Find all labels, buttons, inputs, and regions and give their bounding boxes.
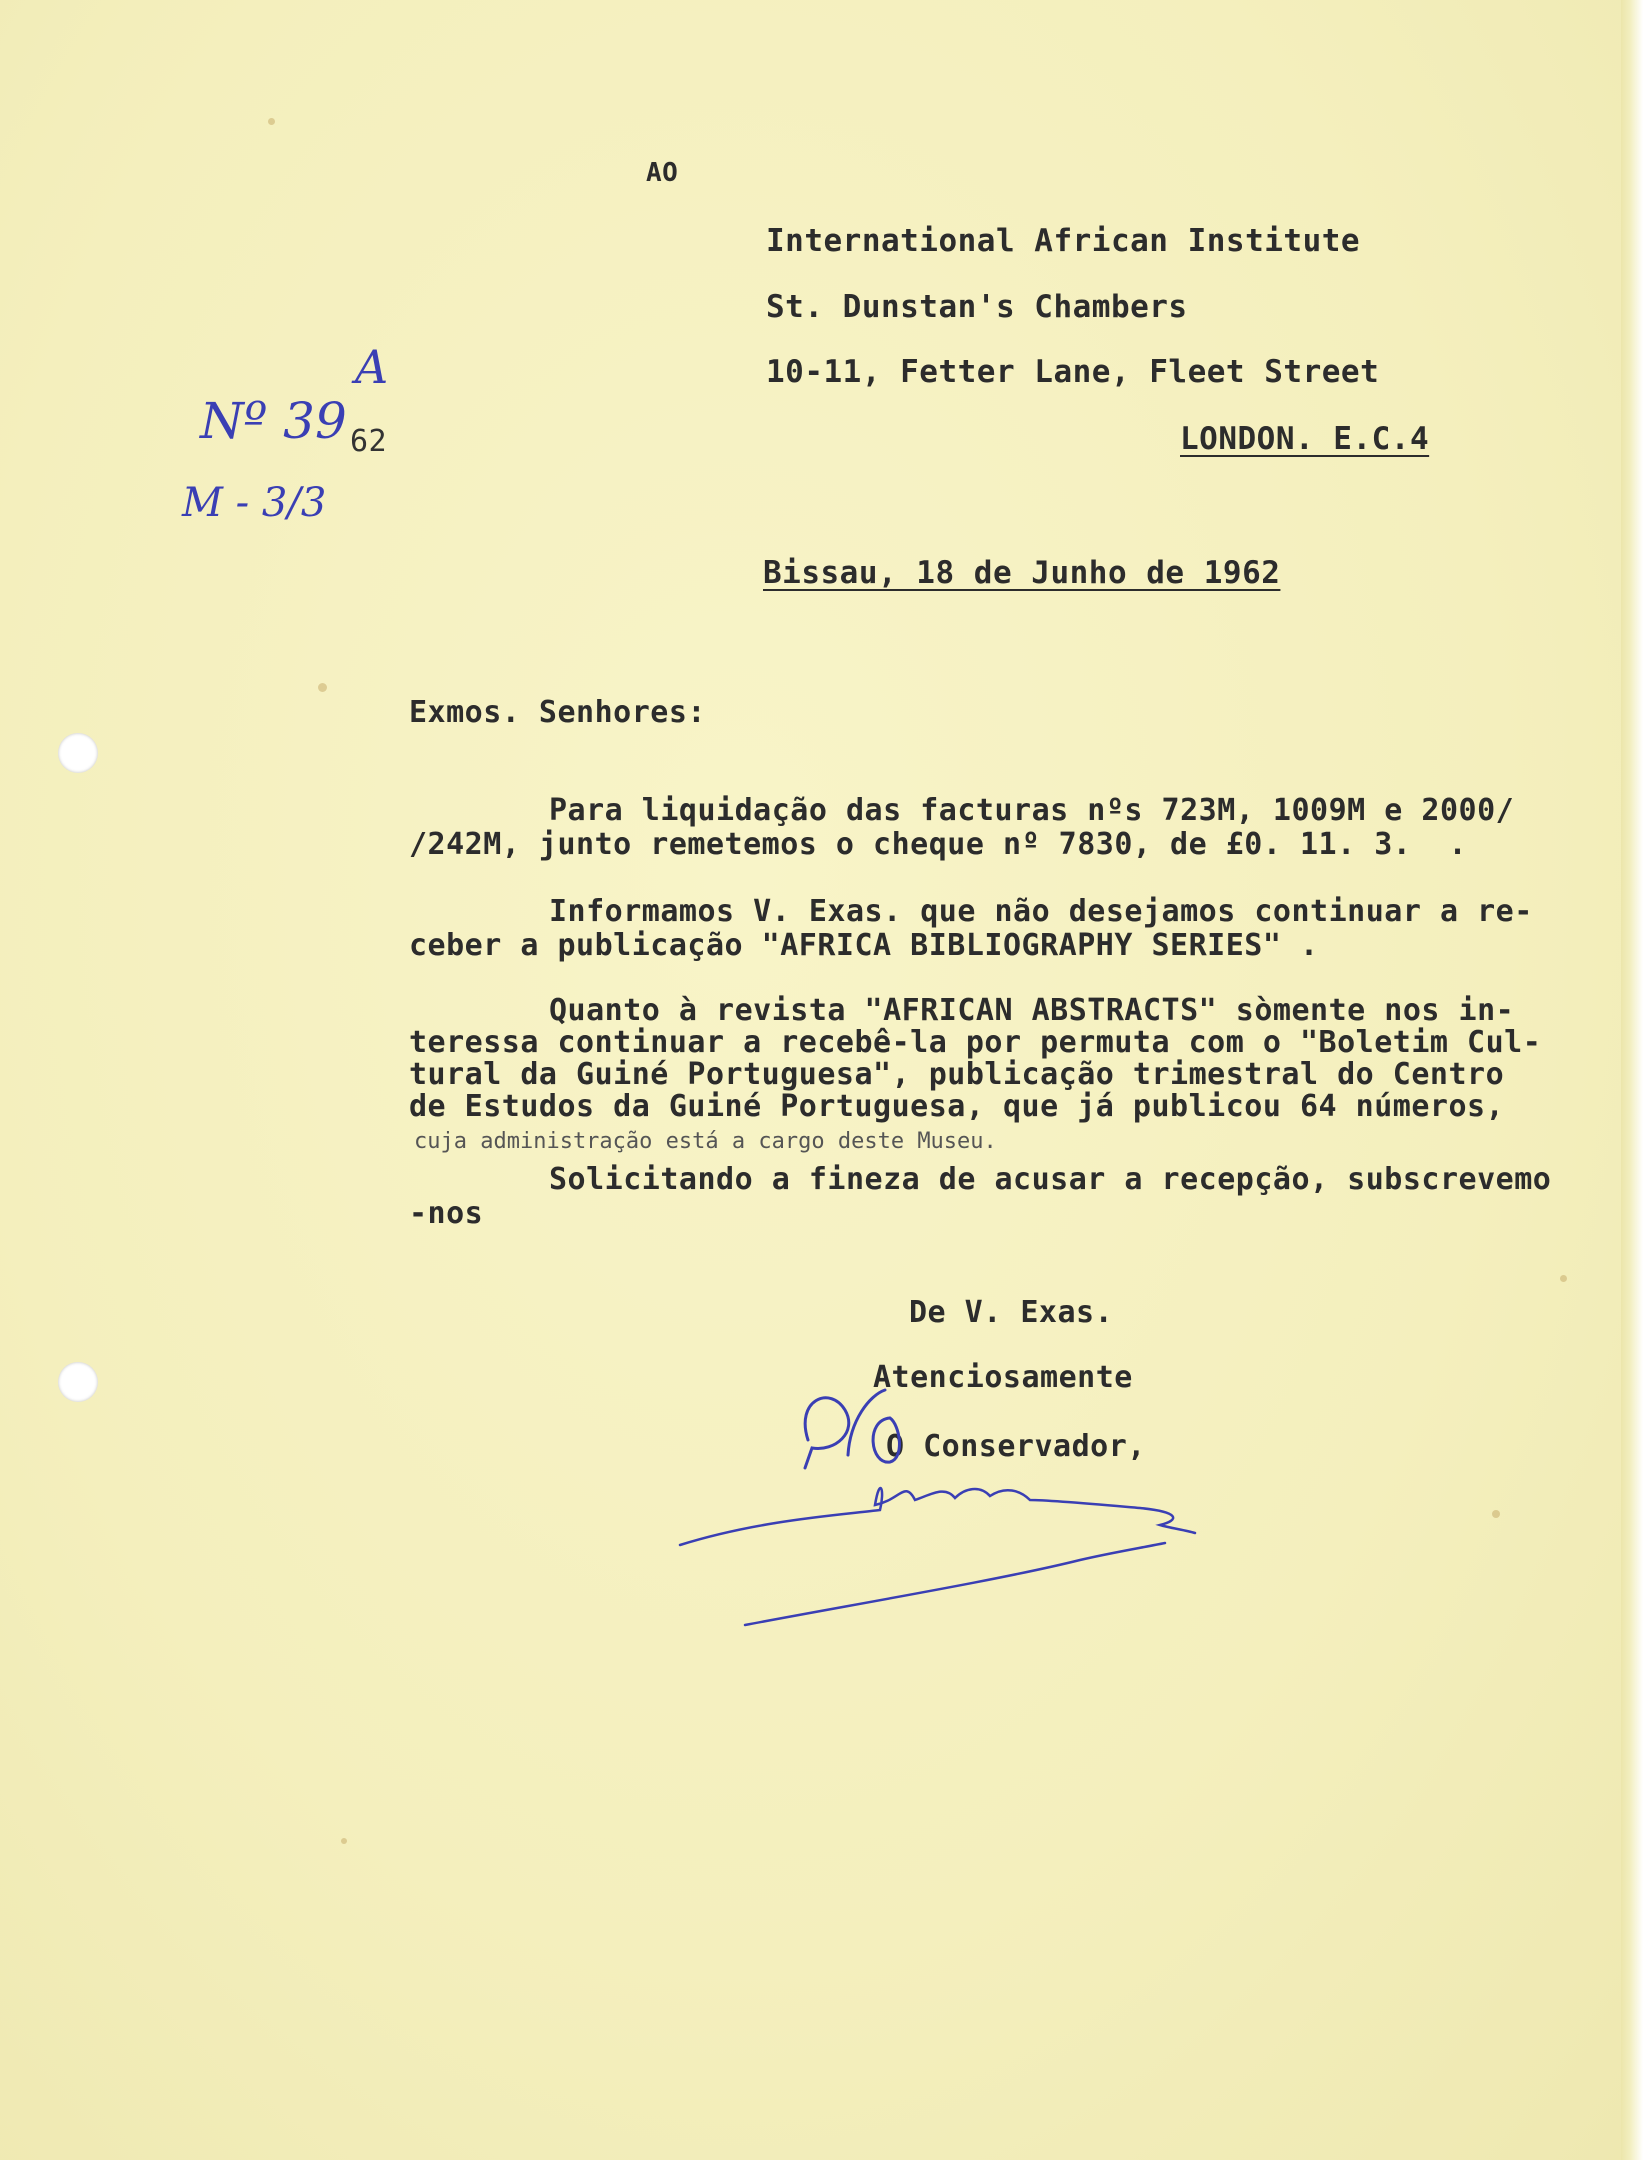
address-line-1: International African Institute xyxy=(766,223,1361,259)
address-line-4: LONDON. E.C.4 xyxy=(1180,421,1430,457)
address-line-3: 10-11, Fetter Lane, Fleet Street xyxy=(766,354,1380,390)
paragraph-3-line-2: teressa continuar a recebê-la por permuta com o "Boletim Cul- xyxy=(409,1025,1542,1060)
address-line-2: St. Dunstan's Chambers xyxy=(766,289,1188,325)
paragraph-3-line-3: tural da Guiné Portuguesa", publicação trimestral do Centro xyxy=(409,1057,1505,1092)
paragraph-2-line-1: Informamos V. Exas. que não desejamos continuar a re- xyxy=(549,894,1533,929)
signature-scrawl-stroke xyxy=(680,1488,1195,1545)
closing-line-3: O Conservador, xyxy=(886,1429,1146,1464)
paragraph-1-line-2: /242M, junto remetemos o cheque nº 7830, de £0. 11. 3. . xyxy=(409,827,1468,862)
signature-underline-stroke xyxy=(745,1543,1165,1625)
paragraph-3-line-4: de Estudos da Guiné Portuguesa, que já publicou 64 números, xyxy=(409,1089,1505,1124)
paragraph-1-line-1: Para liquidação das facturas nºs 723M, 1009M e 2000/ xyxy=(549,793,1515,828)
handwritten-ref-year: 62 xyxy=(350,424,388,459)
date-line: Bissau, 18 de Junho de 1962 xyxy=(763,555,1281,591)
handwritten-ref-code: M - 3/3 xyxy=(182,480,327,526)
handwritten-ref-superscript: A xyxy=(355,340,389,394)
paragraph-4-line-2: -nos xyxy=(409,1196,484,1231)
salutation: Exmos. Senhores: xyxy=(409,695,706,730)
handwritten-ref-number: Nº 39 xyxy=(200,392,347,450)
signature-initials-stroke xyxy=(805,1390,899,1468)
closing-line-1: De V. Exas. xyxy=(909,1295,1114,1330)
paragraph-2-line-2: ceber a publicação "AFRICA BIBLIOGRAPHY SERIES" . xyxy=(409,928,1319,963)
paragraph-3-line-1: Quanto à revista "AFRICAN ABSTRACTS" sòmente nos in- xyxy=(549,993,1515,1028)
recipient-prefix: AO xyxy=(646,158,679,188)
inserted-line: cuja administração está a cargo deste Museu. xyxy=(414,1129,997,1154)
closing-line-2: Atenciosamente xyxy=(873,1360,1133,1395)
paragraph-4-line-1: Solicitando a fineza de acusar a recepção, subscrevemo xyxy=(549,1162,1552,1197)
